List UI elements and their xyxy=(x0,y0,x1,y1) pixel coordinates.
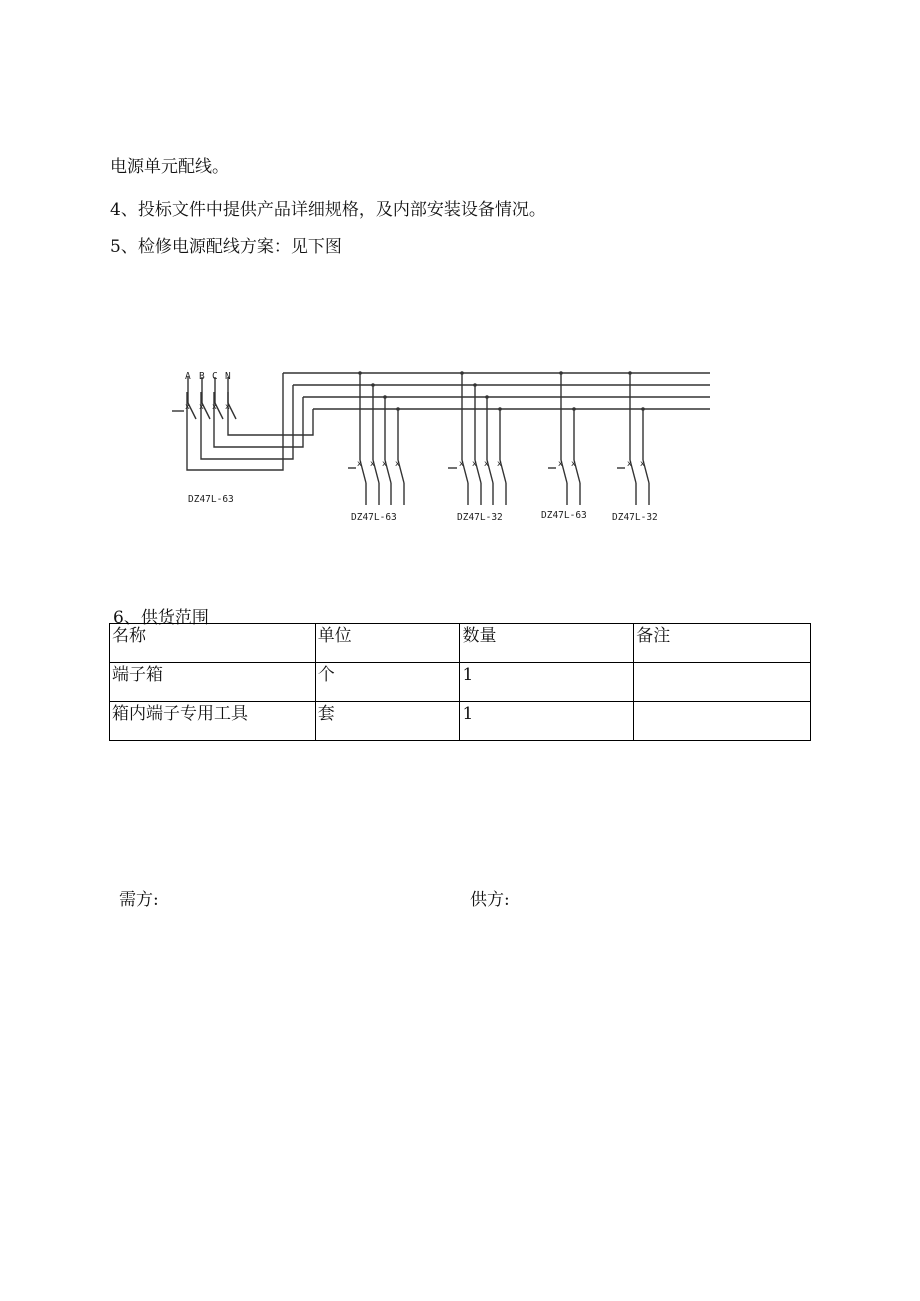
header-name: 名称 xyxy=(110,624,316,663)
table-row xyxy=(110,663,811,702)
paragraph-tender-specs: 4、投标文件中提供产品详细规格，及内部安装设备情况。 xyxy=(110,200,546,220)
main-breaker-label: DZ47L-63 xyxy=(188,494,234,505)
svg-text:x: x xyxy=(357,459,362,468)
branch-3-wiring xyxy=(548,373,580,505)
cell-remarks xyxy=(634,702,811,741)
svg-text:x: x xyxy=(571,459,576,468)
branch-4-wiring xyxy=(617,373,649,505)
branch-2-wiring xyxy=(448,373,506,505)
table-row xyxy=(110,702,811,741)
cell-unit: 个 xyxy=(315,663,460,702)
phase-label-c: C xyxy=(212,371,218,382)
buyer-signature-label: 需方: xyxy=(119,890,159,910)
cell-name: 端子箱 xyxy=(110,663,316,702)
table-header-row xyxy=(110,624,811,663)
svg-text:x: x xyxy=(370,459,375,468)
cell-unit: 套 xyxy=(315,702,460,741)
svg-text:x: x xyxy=(225,402,230,411)
phase-label-b: B xyxy=(199,371,205,382)
header-remarks: 备注 xyxy=(634,624,811,663)
paragraph-line-1: 电源单元配线。 xyxy=(110,157,229,177)
branch-1-label: DZ47L-63 xyxy=(351,512,397,523)
svg-text:x: x xyxy=(212,402,217,411)
svg-text:x: x xyxy=(558,459,563,468)
svg-text:x: x xyxy=(627,459,632,468)
svg-text:x: x xyxy=(395,459,400,468)
svg-text:x: x xyxy=(459,459,464,468)
wiring-diagram xyxy=(170,365,715,530)
supplier-signature-label: 供方: xyxy=(470,890,510,910)
cell-name: 箱内端子专用工具 xyxy=(110,702,316,741)
paragraph-wiring-scheme: 5、检修电源配线方案：见下图 xyxy=(110,237,342,257)
svg-text:x: x xyxy=(640,459,645,468)
branch-4-label: DZ47L-32 xyxy=(612,512,658,523)
phase-label-n: N xyxy=(225,371,231,382)
phase-label-a: A xyxy=(185,371,191,382)
branch-2-label: DZ47L-32 xyxy=(457,512,503,523)
branch-1-wiring xyxy=(348,373,404,505)
cell-quantity: 1 xyxy=(460,702,634,741)
cell-quantity: 1 xyxy=(460,663,634,702)
supply-scope-table xyxy=(109,623,811,741)
header-unit: 单位 xyxy=(315,624,460,663)
cell-remarks xyxy=(634,663,811,702)
feeder-n xyxy=(228,392,313,435)
svg-text:x: x xyxy=(382,459,387,468)
svg-text:x: x xyxy=(199,402,204,411)
svg-text:x: x xyxy=(185,402,190,411)
branch-3-label: DZ47L-63 xyxy=(541,510,587,521)
junction-dots xyxy=(358,371,645,411)
supply-scope-heading: 6、供货范围 xyxy=(113,608,209,628)
svg-text:x: x xyxy=(472,459,477,468)
svg-text:x: x xyxy=(484,459,489,468)
svg-text:x: x xyxy=(497,459,502,468)
header-quantity: 数量 xyxy=(460,624,634,663)
